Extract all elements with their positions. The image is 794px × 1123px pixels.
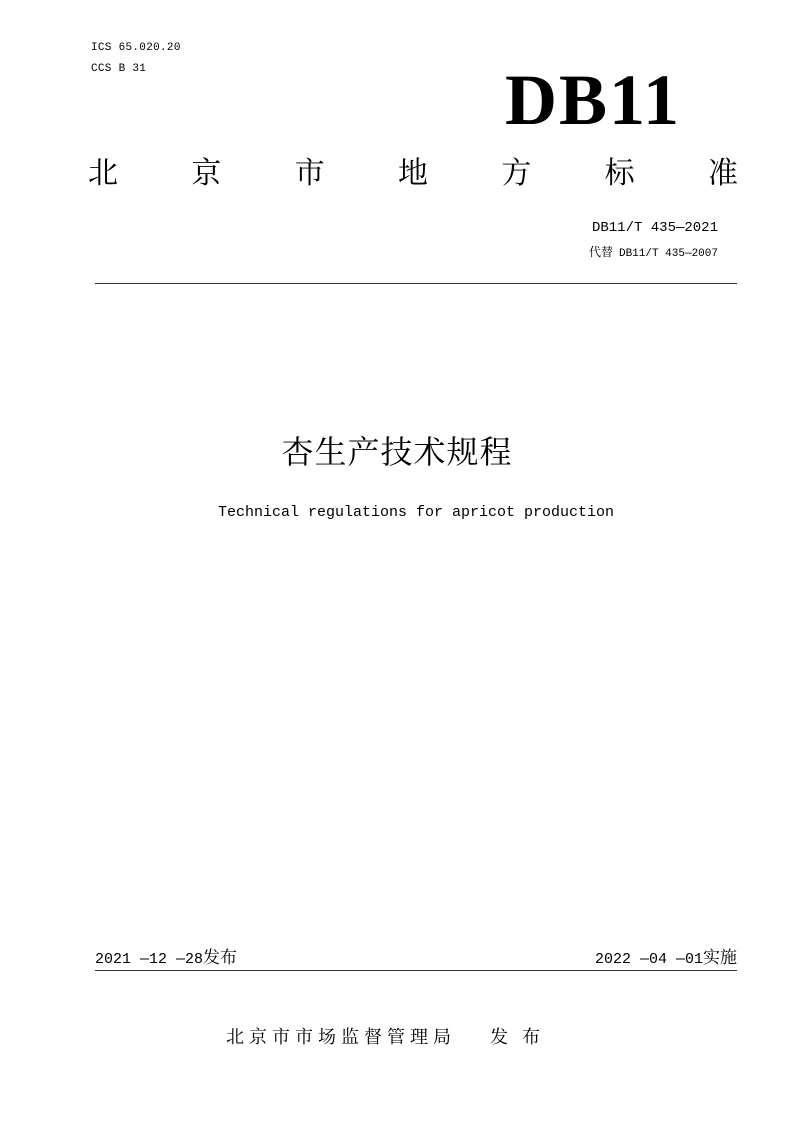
issue-date: 2021 —12 —28	[95, 951, 204, 968]
issue-label: 发布	[203, 948, 238, 968]
replaces-line	[589, 244, 718, 262]
implement-date-line	[595, 947, 737, 971]
footer-divider	[95, 970, 737, 971]
standard-type-char: 准	[707, 156, 738, 191]
standard-type-char: 方	[501, 156, 532, 191]
standard-type-char: 标	[604, 156, 635, 191]
ccs-code: CCS B 31	[91, 63, 147, 75]
issue-date-line	[95, 947, 237, 971]
document-subtitle-english: Technical regulations for apricot production	[217, 504, 615, 521]
standard-type-char: 市	[294, 156, 325, 191]
header-divider	[95, 283, 737, 284]
implement-label: 实施	[703, 948, 737, 968]
implement-date: 2022 —04 —01	[594, 951, 703, 968]
standard-type-char: 北	[88, 156, 118, 191]
publisher-line	[226, 1025, 554, 1051]
db11-logo: DB11	[504, 60, 681, 140]
standard-type-char: 京	[191, 156, 222, 191]
document-title: 杏生产技术规程	[281, 433, 513, 471]
replaces-number: DB11/T 435—2007	[618, 248, 718, 260]
standard-type-char: 地	[397, 156, 428, 191]
standard-number: DB11/T 435—2021	[591, 220, 718, 236]
ics-code: ICS 65.020.20	[91, 42, 181, 54]
standard-type-title	[88, 152, 738, 196]
publisher-name: 北京市市场监督管理局	[226, 1027, 456, 1048]
replaces-label: 代替	[588, 245, 613, 259]
publisher-action: 发布	[490, 1027, 554, 1048]
